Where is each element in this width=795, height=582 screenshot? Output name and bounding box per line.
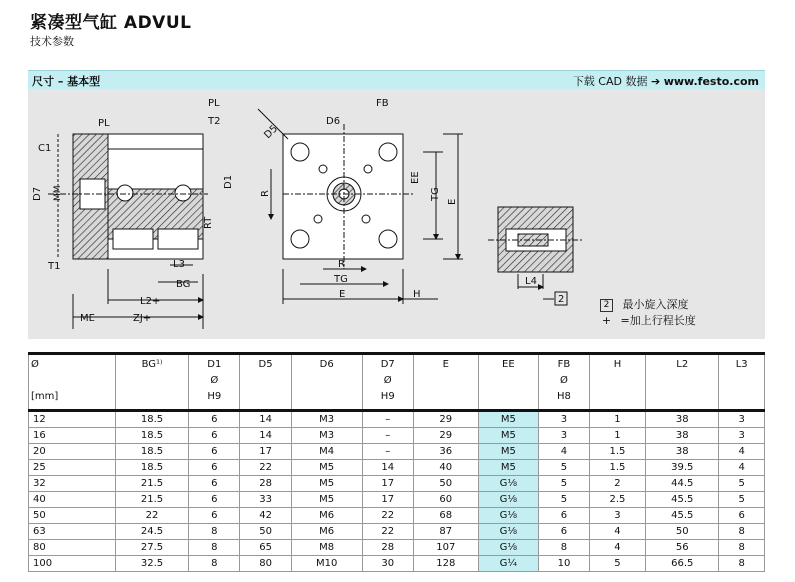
column-header-line (242, 373, 288, 389)
table-cell: 1 (589, 428, 645, 444)
table-cell: – (362, 411, 413, 428)
table-cell: 14 (240, 411, 291, 428)
table-cell: G⅛ (478, 540, 538, 556)
column-header-line: L3 (735, 359, 748, 370)
dim-fb: FB (376, 98, 389, 109)
dim-l2: L2+ (140, 296, 161, 307)
table-row (29, 476, 765, 492)
table-cell: 38 (646, 411, 719, 428)
column-header (719, 354, 765, 411)
table-cell: 16 (29, 428, 116, 444)
table-cell: 32 (29, 476, 116, 492)
side-view (48, 134, 208, 329)
table-cell: M3 (291, 411, 362, 428)
table-cell: 40 (29, 492, 116, 508)
table-cell: 8 (719, 556, 765, 572)
dim-t2: T2 (208, 116, 221, 127)
table-cell: 6 (189, 476, 240, 492)
column-header-line: E (442, 359, 449, 370)
column-header (413, 354, 478, 411)
section-bar (28, 70, 765, 89)
column-header-line (648, 389, 716, 405)
column-header (478, 354, 538, 411)
dim-c1: C1 (38, 143, 52, 154)
table-cell: 66.5 (646, 556, 719, 572)
table-cell: 22 (240, 460, 291, 476)
column-header (646, 354, 719, 411)
table-cell: 8 (189, 540, 240, 556)
dim-zj: ZJ+ (133, 313, 152, 324)
table-cell: 3 (719, 428, 765, 444)
dim-r-bottom: R (338, 259, 345, 270)
table-cell: 45.5 (646, 492, 719, 508)
table-cell: M4 (291, 444, 362, 460)
column-header (589, 354, 645, 411)
table-cell: 39.5 (646, 460, 719, 476)
table-row (29, 428, 765, 444)
table-cell: 6 (189, 411, 240, 428)
table-cell: 1 (589, 411, 645, 428)
dim-d7: D7 (32, 186, 43, 201)
dim-rt: RT (203, 216, 214, 229)
dim-r-left: R (260, 190, 271, 197)
table-cell: 4 (589, 540, 645, 556)
table-body (29, 411, 765, 572)
table-cell: 5 (539, 476, 590, 492)
column-header-line (118, 389, 186, 405)
table-cell: 3 (539, 411, 590, 428)
table-cell: – (362, 428, 413, 444)
column-header (115, 354, 188, 411)
column-header-line (416, 373, 476, 389)
column-header-line (481, 389, 536, 405)
table-cell: 1.5 (589, 460, 645, 476)
column-header-line: Ø (31, 359, 39, 370)
table-cell: 5 (719, 492, 765, 508)
column-header-line: Ø (210, 375, 219, 386)
table-cell: 5 (589, 556, 645, 572)
table-row (29, 460, 765, 476)
column-header-line (294, 373, 360, 389)
page-title: 紧凑型气缸 ADVUL (30, 13, 192, 33)
table-cell: 8 (719, 540, 765, 556)
table-header-row (29, 354, 765, 411)
page-subtitle: 技术参数 (30, 35, 74, 48)
table-cell: M5 (291, 460, 362, 476)
table-cell: 18.5 (115, 411, 188, 428)
table-cell: 87 (413, 524, 478, 540)
table-cell: 4 (719, 444, 765, 460)
column-header-line: D5 (258, 359, 273, 370)
dim-tg-bottom: TG (334, 274, 348, 285)
table-cell: 18.5 (115, 444, 188, 460)
column-header-line: H8 (557, 391, 571, 402)
table-row (29, 411, 765, 428)
table-cell: 50 (240, 524, 291, 540)
table-cell: 6 (539, 508, 590, 524)
column-header-line (592, 389, 643, 405)
column-header-line: D1 (207, 359, 222, 370)
table-cell: 2 (589, 476, 645, 492)
column-header-line: Ø (383, 375, 392, 386)
dim-l4: L4 (525, 276, 537, 287)
column-header-line: D7 (380, 359, 395, 370)
column-header (240, 354, 291, 411)
column-header-line (242, 389, 288, 405)
table-cell: 6 (539, 524, 590, 540)
column-header (29, 354, 116, 411)
table-cell: 128 (413, 556, 478, 572)
dim-d5: D5 (262, 123, 281, 142)
table-cell: G¼ (478, 556, 538, 572)
table-cell: 30 (362, 556, 413, 572)
table-cell: 63 (29, 524, 116, 540)
table-cell: M5 (478, 411, 538, 428)
table-cell: 36 (413, 444, 478, 460)
dim-e-right: E (447, 198, 458, 205)
table-cell: 44.5 (646, 476, 719, 492)
legend-min-depth-text: 最小旋入深度 (622, 298, 689, 311)
table-row (29, 524, 765, 540)
dim-h: H (413, 289, 421, 300)
column-header-line (118, 373, 186, 389)
table-row (29, 508, 765, 524)
column-header-line (481, 373, 536, 389)
arrow-right-icon: ➔ (650, 75, 661, 88)
table-cell: 38 (646, 428, 719, 444)
dim-bg: BG (176, 279, 191, 290)
table-cell: 60 (413, 492, 478, 508)
table-cell: 6 (719, 508, 765, 524)
table-cell: 8 (189, 524, 240, 540)
table-row (29, 492, 765, 508)
column-header-line (592, 373, 643, 389)
dim-e-bottom: E (339, 289, 346, 300)
column-header (291, 354, 362, 411)
table-cell: G⅛ (478, 524, 538, 540)
table-row (29, 556, 765, 572)
table-cell: 56 (646, 540, 719, 556)
dim-tg-right: TG (430, 187, 441, 201)
table-cell: 50 (29, 508, 116, 524)
table-cell: 4 (539, 444, 590, 460)
front-view (258, 109, 463, 304)
table-cell: 21.5 (115, 476, 188, 492)
column-header-line: H9 (380, 391, 395, 402)
table-cell: 22 (362, 524, 413, 540)
table-cell: M5 (478, 444, 538, 460)
column-header-line: FB (557, 359, 571, 370)
cad-download-label: 下载 CAD 数据 (572, 75, 648, 88)
column-header (189, 354, 240, 411)
table-cell: 3 (719, 411, 765, 428)
dim-l3: L3 (173, 259, 185, 270)
table-cell: M10 (291, 556, 362, 572)
table-cell: M3 (291, 428, 362, 444)
column-header-line: Ø (560, 375, 568, 386)
table-cell: 25 (29, 460, 116, 476)
table-cell: 17 (362, 476, 413, 492)
table-cell: – (362, 444, 413, 460)
column-header-line: H9 (207, 391, 222, 402)
table-cell: M6 (291, 524, 362, 540)
table-cell: 27.5 (115, 540, 188, 556)
column-header (362, 354, 413, 411)
table-cell: 20 (29, 444, 116, 460)
table-cell: G⅛ (478, 492, 538, 508)
table-cell: 28 (362, 540, 413, 556)
table-cell: 6 (189, 492, 240, 508)
dim-ee: EE (410, 171, 421, 184)
table-row (29, 444, 765, 460)
column-header-line: L2 (676, 359, 689, 370)
table-cell: 14 (240, 428, 291, 444)
column-header-line (721, 389, 762, 405)
dim-t1: T1 (48, 261, 61, 272)
table-cell: 18.5 (115, 460, 188, 476)
table-cell: 29 (413, 428, 478, 444)
drawing-legend (600, 297, 696, 329)
table-cell: 8 (189, 556, 240, 572)
table-cell: 6 (189, 444, 240, 460)
table-cell: 33 (240, 492, 291, 508)
festo-url: www.festo.com (663, 75, 759, 88)
column-header-line (416, 389, 476, 405)
table-cell: 3 (539, 428, 590, 444)
table-cell: 45.5 (646, 508, 719, 524)
table-cell: 50 (646, 524, 719, 540)
table-cell: 80 (240, 556, 291, 572)
table-cell: M6 (291, 508, 362, 524)
table-cell: 4 (589, 524, 645, 540)
table-cell: 65 (240, 540, 291, 556)
table-cell: 50 (413, 476, 478, 492)
section-title: 尺寸 – 基本型 (32, 75, 101, 88)
table-cell: 14 (362, 460, 413, 476)
table-cell: 3 (589, 508, 645, 524)
dim-two: 2 (558, 294, 565, 305)
table-cell: 6 (189, 508, 240, 524)
table-cell: 100 (29, 556, 116, 572)
table-cell: 42 (240, 508, 291, 524)
table-cell: 10 (539, 556, 590, 572)
table-cell: 17 (240, 444, 291, 460)
table-cell: 5 (539, 460, 590, 476)
cad-download-link[interactable] (573, 73, 759, 89)
dim-d6: D6 (326, 116, 341, 127)
column-header-line (294, 389, 360, 405)
detail-view-labels (525, 276, 567, 305)
column-header (539, 354, 590, 411)
column-header-line: [mm] (31, 391, 59, 402)
column-header-line: BG¹⁾ (141, 359, 163, 370)
table-cell: M5 (478, 460, 538, 476)
table-cell: 28 (240, 476, 291, 492)
table-cell: M5 (291, 476, 362, 492)
legend-plus-icon: + (601, 314, 612, 327)
table-cell: 22 (115, 508, 188, 524)
table-cell: 2.5 (589, 492, 645, 508)
table-cell: M8 (291, 540, 362, 556)
table-cell: 32.5 (115, 556, 188, 572)
dimension-table (28, 352, 765, 572)
table-cell: 21.5 (115, 492, 188, 508)
legend-stroke-text: =加上行程长度 (620, 314, 696, 327)
table-cell: 68 (413, 508, 478, 524)
table-cell: 29 (413, 411, 478, 428)
table-cell: 6 (189, 428, 240, 444)
table-cell: 5 (539, 492, 590, 508)
dim-d1: D1 (223, 174, 234, 189)
table-cell: 8 (539, 540, 590, 556)
dim-pl-top: PL (208, 98, 220, 109)
table-cell: 17 (362, 492, 413, 508)
table-cell: 40 (413, 460, 478, 476)
legend-item-stroke (600, 313, 696, 329)
table-cell: 5 (719, 476, 765, 492)
table-cell: G⅛ (478, 508, 538, 524)
dim-pl-left: PL (98, 118, 110, 129)
column-header-line: D6 (319, 359, 334, 370)
table-cell: 8 (719, 524, 765, 540)
table-row (29, 540, 765, 556)
column-header-line (31, 373, 113, 389)
table-cell: 1.5 (589, 444, 645, 460)
legend-box-icon: 2 (600, 299, 613, 312)
table-cell: G⅛ (478, 476, 538, 492)
table-cell: 38 (646, 444, 719, 460)
table-cell: M5 (478, 428, 538, 444)
column-header-line: EE (502, 359, 515, 370)
table-cell: M5 (291, 492, 362, 508)
table-cell: 6 (189, 460, 240, 476)
dim-mm: MM (53, 185, 63, 201)
table-cell: 80 (29, 540, 116, 556)
column-header-line (721, 373, 762, 389)
table-cell: 107 (413, 540, 478, 556)
table-cell: 24.5 (115, 524, 188, 540)
column-header-line: H (613, 359, 622, 370)
table-cell: 4 (719, 460, 765, 476)
table-cell: 18.5 (115, 428, 188, 444)
column-header-line (648, 373, 716, 389)
legend-item-min-depth (600, 297, 696, 313)
table-cell: 12 (29, 411, 116, 428)
dim-me: ME (80, 313, 95, 324)
table-cell: 22 (362, 508, 413, 524)
